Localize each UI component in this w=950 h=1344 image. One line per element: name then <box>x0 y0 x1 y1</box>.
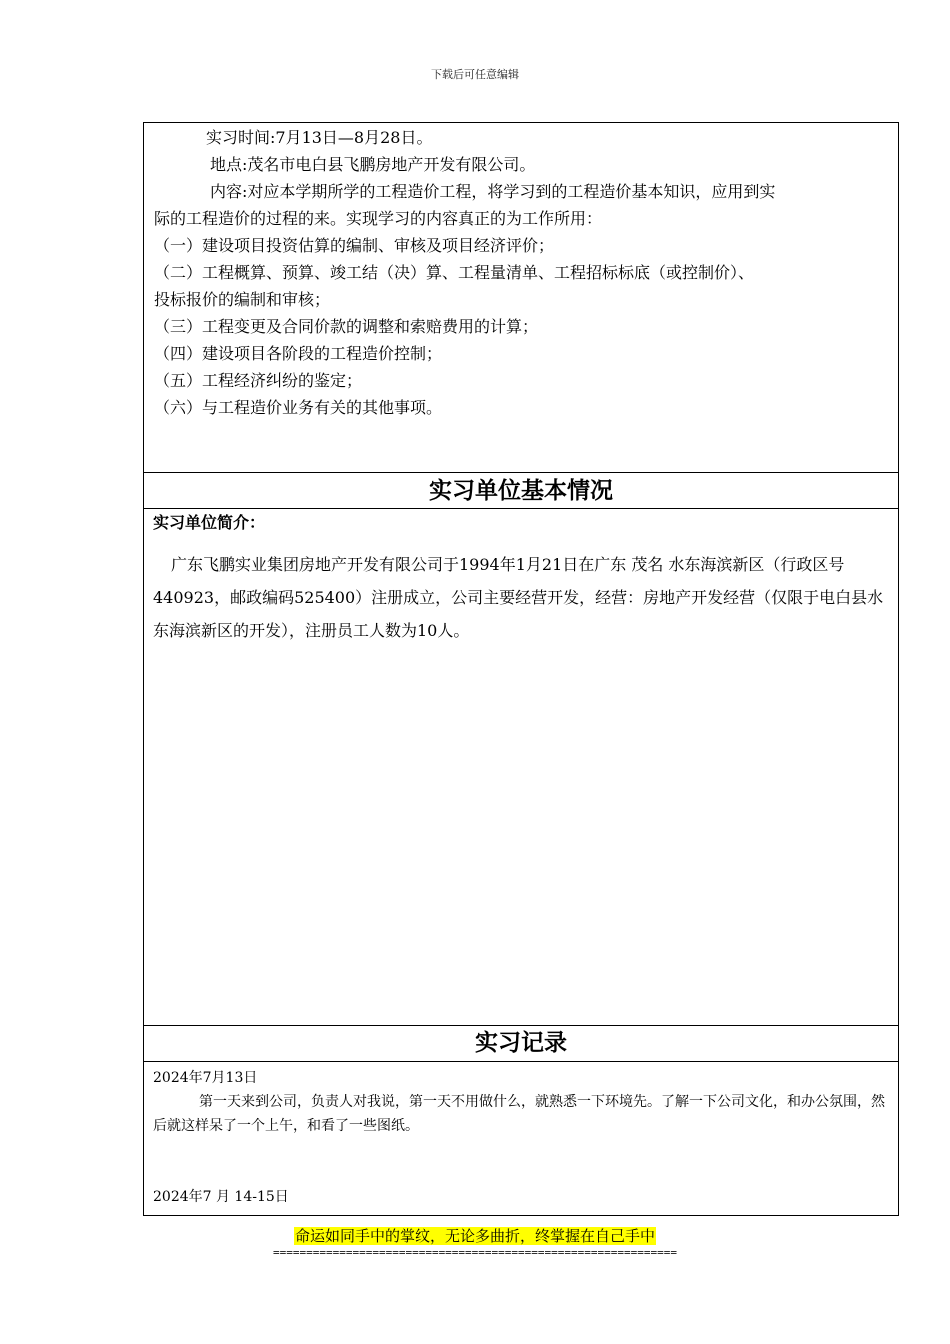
internship-time: 实习时间:7月13日—8月28日。 <box>206 128 433 147</box>
content-item: 投标报价的编制和审核； <box>154 290 331 309</box>
record-entry-text: 第一天来到公司，负责人对我说，第一天不用做什么，就熟悉一下环境先。了解一下公司文化，和办公氛围，然后就这样呆了一个上午，和看了一些图纸。 <box>153 1094 885 1134</box>
internship-form-table <box>143 122 899 1216</box>
unit-section-title: 实习单位基本情况 <box>429 478 613 504</box>
unit-intro-cell <box>144 509 898 1025</box>
record-date: 2024年7 月 14-15日 <box>153 1189 289 1205</box>
content-item: （五）工程经济纠纷的鉴定； <box>154 371 363 390</box>
internship-content-line1: 内容:对应本学期所学的工程造价工程，将学习到的工程造价基本知识，应用到实 <box>210 182 776 201</box>
header-note: 下载后可任意编辑 <box>431 68 519 81</box>
internship-content-line2: 际的工程造价的过程的来。实现学习的内容真正的为工作所用： <box>154 209 603 228</box>
unit-intro-label: 实习单位简介： <box>153 513 266 532</box>
content-item: （六）与工程造价业务有关的其他事项。 <box>154 398 443 417</box>
footer-quote-text: 命运如同手中的掌纹，无论多曲折，终掌握在自己手中 <box>294 1227 655 1245</box>
internship-location: 地点:茂名市电白县飞鹏房地产开发有限公司。 <box>210 155 536 174</box>
unit-intro-text: 广东飞鹏实业集团房地产开发有限公司于1994年1月21日在广东 茂名 水东海滨新区（行政区号440923，邮政编码525400）注册成立，公司主要经营开发，经营：房地产开发经营（仅限于电白县水东海滨新区的开发），注册员工人数为10人。 <box>153 555 884 640</box>
footer-rule: ============================================================= <box>273 1246 677 1259</box>
internship-info-cell <box>144 123 898 472</box>
content-item: （三）工程变更及合同价款的调整和索赔费用的计算； <box>154 317 539 336</box>
record-cell <box>144 1061 898 1215</box>
content-item: （一）建设项目投资估算的编制、审核及项目经济评价； <box>154 236 555 255</box>
record-date: 2024年7月13日 <box>153 1070 258 1086</box>
footer-quote <box>0 1226 950 1246</box>
record-section-title: 实习记录 <box>475 1030 567 1056</box>
content-item: （四）建设项目各阶段的工程造价控制； <box>154 344 443 363</box>
content-item: （二）工程概算、预算、竣工结（决）算、工程量清单、工程招标标底（或控制价）、 <box>154 263 755 282</box>
